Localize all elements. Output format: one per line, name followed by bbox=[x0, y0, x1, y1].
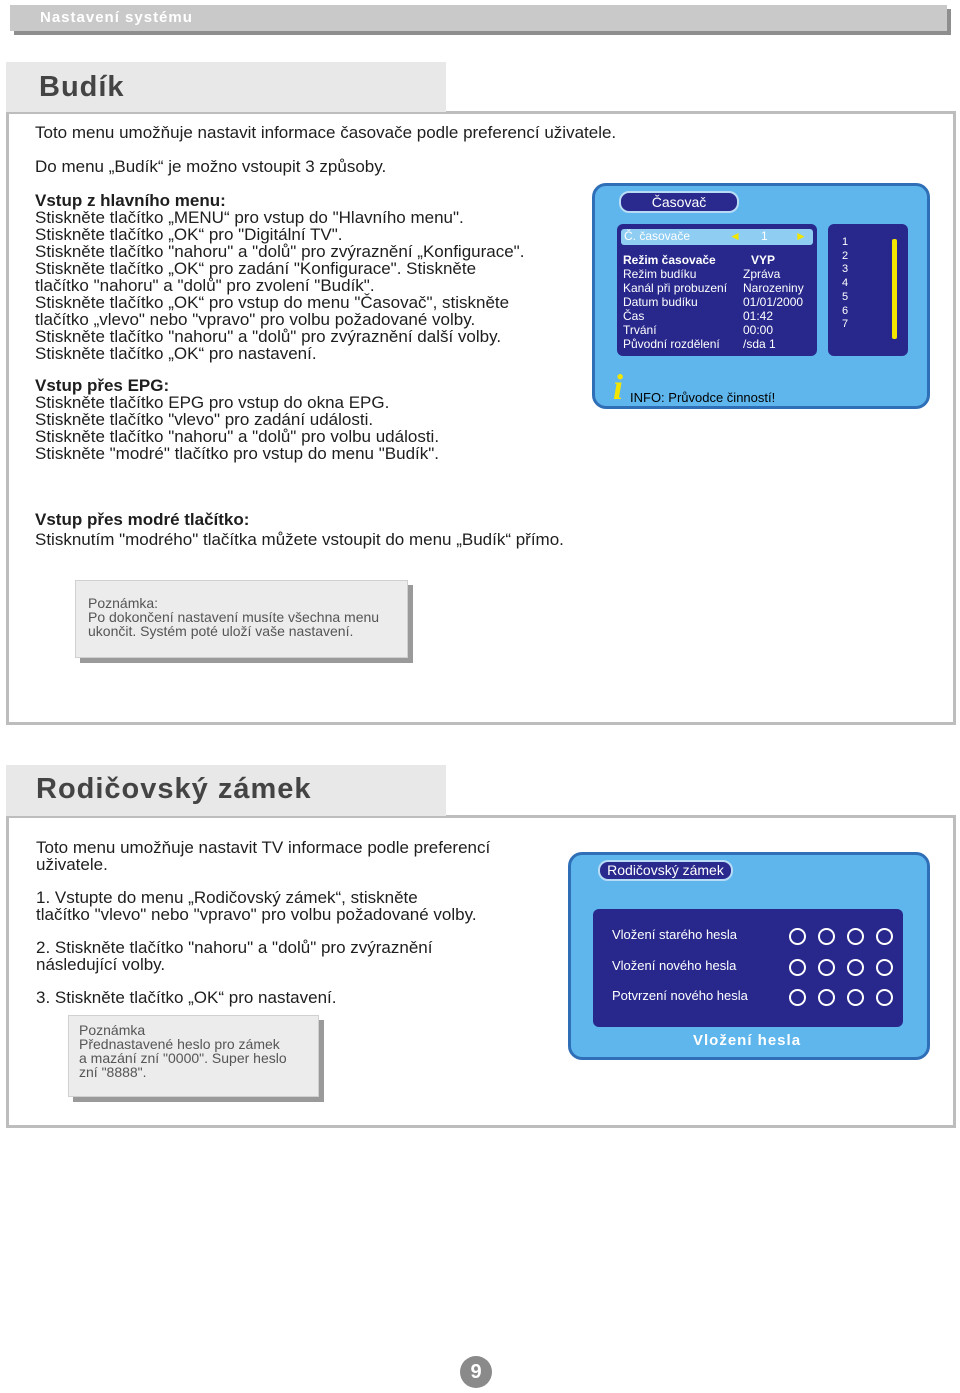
main-menu-line: tlačítko "nahoru" a "dolů" pro zvolení "Budík". bbox=[35, 276, 375, 295]
blue-line: Stisknutím "modrého" tlačítka můžete vstoupit do menu „Budík“ přímo. bbox=[35, 530, 564, 549]
timer-row-label[interactable]: Datum budíku bbox=[623, 295, 698, 309]
password-footer: Vložení hesla bbox=[693, 1032, 802, 1049]
old-password-label: Vložení starého hesla bbox=[612, 927, 738, 942]
alarm-title: Budík bbox=[39, 71, 125, 103]
confirm-password-digit[interactable] bbox=[876, 989, 893, 1006]
info-text: INFO: Průvodce činností! bbox=[630, 390, 776, 405]
timer-row-value: 01/01/2000 bbox=[743, 295, 804, 309]
timer-row-label[interactable]: Kanál při probuzení bbox=[623, 281, 728, 295]
timer-list-item[interactable]: 6 bbox=[842, 304, 849, 317]
epg-heading: Vstup přes EPG: bbox=[35, 376, 170, 395]
old-password-digit[interactable] bbox=[876, 928, 893, 945]
main-menu-line: tlačítko „vlevo" nebo "vpravo" pro volbu požadované volby. bbox=[35, 310, 476, 329]
confirm-password-label: Potvrzení nového hesla bbox=[612, 988, 748, 1003]
blue-heading: Vstup přes modré tlačítko: bbox=[35, 510, 250, 529]
timer-list-item[interactable]: 5 bbox=[842, 290, 849, 303]
timer-screen bbox=[592, 183, 930, 409]
timer-row-value: Narozeniny bbox=[743, 281, 804, 295]
timer-settings-panel bbox=[617, 224, 817, 356]
parental-step-line: 2. Stiskněte tlačítko "nahoru" a "dolů" pro zvýraznění bbox=[36, 938, 433, 957]
new-password-digit[interactable] bbox=[876, 959, 893, 976]
alarm-note-line: Po dokončení nastavení musíte všechna menu bbox=[88, 609, 380, 625]
main-menu-line: Stiskněte tlačítko "nahoru" a "dolů" pro zvýraznění další volby. bbox=[35, 327, 502, 346]
timer-row-label[interactable]: Režim budíku bbox=[623, 267, 697, 281]
timer-row-label[interactable]: Trvání bbox=[623, 323, 657, 337]
new-password-digit[interactable] bbox=[818, 959, 835, 976]
parental-step-line: následující volby. bbox=[36, 955, 166, 974]
left-arrow-icon[interactable]: ◄ bbox=[729, 229, 741, 243]
confirm-password-digit[interactable] bbox=[789, 989, 806, 1006]
parental-title: Rodičovský zámek bbox=[36, 773, 312, 805]
alarm-main-menu-text bbox=[35, 192, 524, 362]
timer-list-item[interactable]: 7 bbox=[842, 318, 849, 331]
timer-screen-title: Časovač bbox=[619, 191, 739, 213]
timer-row-label[interactable]: Režim časovače bbox=[623, 253, 716, 267]
timer-row-label[interactable]: Čas bbox=[623, 309, 645, 323]
timer-list-item[interactable]: 2 bbox=[842, 249, 849, 262]
alarm-note bbox=[75, 580, 408, 658]
parental-intro bbox=[36, 839, 490, 873]
new-password-digit[interactable] bbox=[847, 959, 864, 976]
alarm-note-label: Poznámka: bbox=[88, 595, 159, 611]
parental-note-line: Přednastavené heslo pro zámek bbox=[79, 1036, 280, 1052]
alarm-intro-line: Do menu „Budík“ je možno vstoupit 3 způsoby. bbox=[35, 157, 387, 176]
alarm-epg-text bbox=[35, 377, 439, 462]
timer-row-value: /sda 1 bbox=[743, 337, 776, 351]
timer-list-panel bbox=[828, 224, 908, 356]
old-password-digit[interactable] bbox=[847, 928, 864, 945]
new-password-label: Vložení nového hesla bbox=[612, 958, 737, 973]
parental-lock-screen bbox=[568, 852, 930, 1060]
right-arrow-icon[interactable]: ► bbox=[795, 229, 807, 243]
main-menu-line: Stiskněte tlačítko „MENU“ pro vstup do "Hlavního menu". bbox=[35, 208, 464, 227]
main-menu-line: Stiskněte tlačítko „OK“ pro vstup do menu "Časovač", stiskněte bbox=[35, 293, 510, 312]
main-menu-line: Stiskněte tlačítko „OK“ pro nastavení. bbox=[35, 344, 317, 363]
page-number: 9 bbox=[460, 1356, 492, 1388]
timer-list-numbers bbox=[842, 236, 848, 332]
parental-note-line: a mazání zní "0000". Super heslo bbox=[79, 1050, 287, 1066]
alarm-note-line: ukončit. Systém poté uloží vaše nastavení. bbox=[88, 623, 354, 639]
epg-line: Stiskněte tlačítko "vlevo" pro zadání události. bbox=[35, 410, 374, 429]
timer-list-item[interactable]: 1 bbox=[842, 236, 849, 248]
parental-note bbox=[68, 1015, 319, 1097]
parental-step-2 bbox=[36, 939, 432, 973]
timer-row-value: 00:00 bbox=[743, 323, 774, 337]
parental-note-line: zní "8888". bbox=[79, 1064, 147, 1080]
epg-line: Stiskněte tlačítko "nahoru" a "dolů" pro volbu události. bbox=[35, 427, 440, 446]
timer-list-item[interactable]: 3 bbox=[842, 263, 849, 276]
timer-row-value: 01:42 bbox=[743, 309, 774, 323]
header-bar bbox=[10, 5, 947, 31]
main-menu-line: Stiskněte tlačítko „OK“ pro zadání "Konfigurace". Stiskněte bbox=[35, 259, 477, 278]
old-password-digit[interactable] bbox=[818, 928, 835, 945]
new-password-digit[interactable] bbox=[789, 959, 806, 976]
main-menu-line: Stiskněte tlačítko „OK“ pro "Digitální TV". bbox=[35, 225, 343, 244]
timer-number-row[interactable] bbox=[621, 229, 813, 245]
parental-intro-line: Toto menu umožňuje nastavit TV informace podle preferencí bbox=[36, 838, 491, 857]
alarm-blue-text bbox=[35, 510, 564, 550]
epg-line: Stiskněte tlačítko EPG pro vstup do okna EPG. bbox=[35, 393, 390, 412]
parental-lock-title: Rodičovský zámek bbox=[598, 860, 733, 881]
parental-intro-line: uživatele. bbox=[36, 855, 108, 874]
parental-step-1 bbox=[36, 889, 477, 923]
timer-row-value: VYP bbox=[751, 253, 776, 267]
timer-row-label[interactable]: Původní rozdělení bbox=[623, 337, 720, 351]
parental-step-line: 1. Vstupte do menu „Rodičovský zámek“, stiskněte bbox=[36, 888, 418, 907]
parental-step-line: 3. Stiskněte tlačítko „OK“ pro nastavení. bbox=[36, 988, 337, 1007]
alarm-intro bbox=[35, 124, 616, 175]
parental-title-tab bbox=[6, 765, 446, 816]
parental-step-3 bbox=[36, 989, 336, 1006]
timer-row-value: Zpráva bbox=[743, 267, 781, 281]
old-password-digit[interactable] bbox=[789, 928, 806, 945]
timer-list-item[interactable]: 4 bbox=[842, 277, 849, 290]
header-title: Nastavení systému bbox=[40, 9, 193, 26]
confirm-password-digit[interactable] bbox=[818, 989, 835, 1006]
timer-number-value: 1 bbox=[761, 229, 768, 243]
parental-step-line: tlačítko "vlevo" nebo "vpravo" pro volbu požadované volby. bbox=[36, 905, 477, 924]
confirm-password-digit[interactable] bbox=[847, 989, 864, 1006]
main-menu-line: Stiskněte tlačítko "nahoru" a "dolů" pro zvýraznění „Konfigurace". bbox=[35, 242, 525, 261]
alarm-title-tab bbox=[6, 62, 446, 112]
info-icon: i bbox=[613, 367, 624, 407]
epg-line: Stiskněte "modré" tlačítko pro vstup do menu "Budík". bbox=[35, 444, 439, 463]
scrollbar[interactable] bbox=[892, 239, 897, 339]
main-menu-heading: Vstup z hlavního menu: bbox=[35, 191, 226, 210]
parental-note-label: Poznámka bbox=[79, 1022, 146, 1038]
timer-number-label: Č. časovače bbox=[624, 229, 691, 243]
alarm-intro-line: Toto menu umožňuje nastavit informace časovače podle preferencí uživatele. bbox=[35, 123, 617, 142]
password-panel bbox=[593, 909, 903, 1027]
